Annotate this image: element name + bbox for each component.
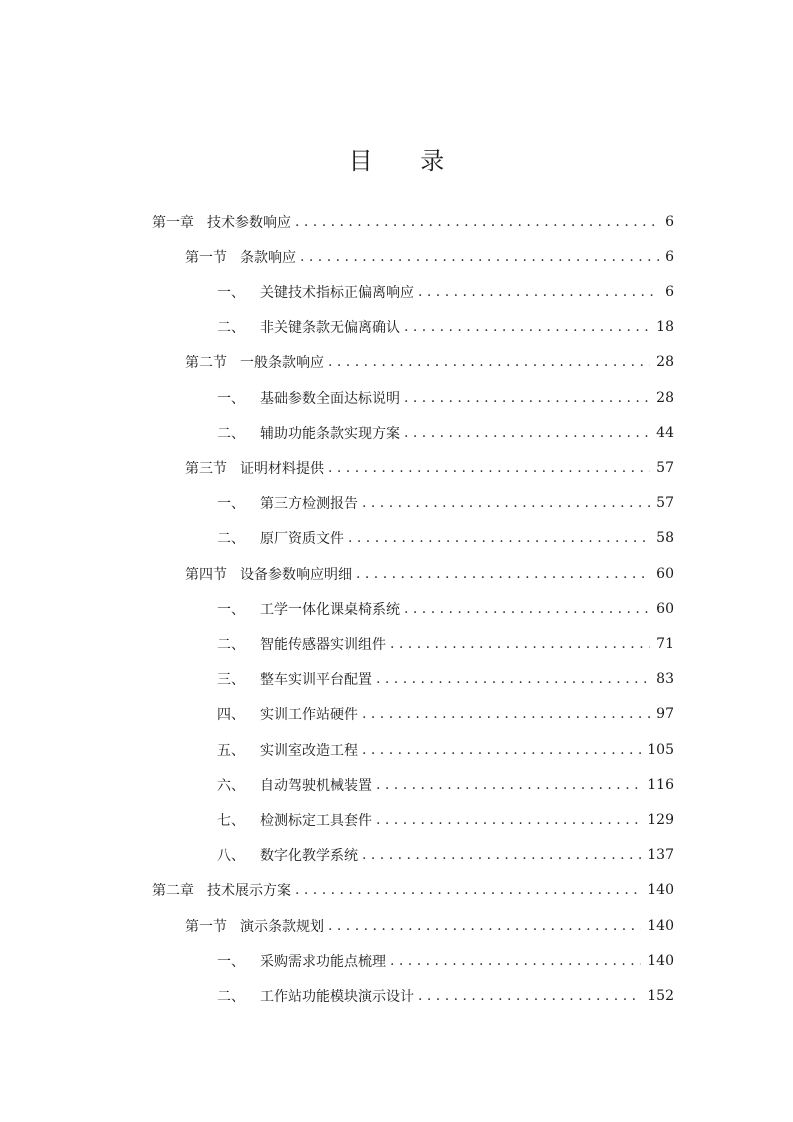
toc-leader-dots [376,671,650,687]
toc-entry[interactable] [152,204,674,239]
toc-entry-number: 第四节 [185,566,227,583]
toc-leader-dots [356,566,650,582]
toc-leader-dots [295,882,641,898]
toc-leader-dots [418,988,641,1004]
toc-entry-page: 58 [656,530,674,547]
toc-entry-page: 105 [647,741,674,758]
toc-entry-title: 整车实训平台配置 [260,672,372,689]
toc-entry-title: 智能传感器实训组件 [260,636,386,653]
toc-leader-dots [390,953,641,969]
toc-leader-dots [328,354,650,370]
toc-entry-title: 演示条款规划 [240,918,324,935]
toc-entry[interactable] [217,978,674,1013]
toc-entry-number: 七、 [217,812,245,829]
page-title: 目 录 [348,147,465,175]
toc-entry-title: 自动驾驶机械装置 [260,777,372,794]
toc-entry-title: 检测标定工具套件 [260,812,372,829]
toc-leader-dots [362,495,650,511]
toc-entry-title: 原厂资质文件 [260,531,344,548]
toc-entry-page: 57 [656,459,674,476]
toc-leader-dots [418,284,659,300]
toc-entry-number: 第二章 [152,883,194,900]
toc-leader-dots [390,636,650,652]
toc-entry-title: 条款响应 [240,249,296,266]
toc-entry-number: 六、 [217,777,245,794]
toc-leader-dots [376,812,641,828]
toc-leader-dots [404,390,650,406]
toc-entry-number: 一、 [217,284,245,301]
toc-entry-title: 采购需求功能点梳理 [260,953,386,970]
toc-leader-dots [362,706,650,722]
toc-entry-number: 五、 [217,742,245,759]
toc-entry-page: 44 [656,424,674,441]
toc-entry[interactable] [185,345,674,380]
toc-entry-page: 28 [656,389,674,406]
toc-entry-title: 技术参数响应 [207,214,291,231]
toc-entry[interactable] [217,274,674,309]
toc-entry-title: 一般条款响应 [240,355,324,372]
toc-leader-dots [295,214,659,230]
toc-entry[interactable] [217,732,674,767]
toc-entry-number: 第一节 [185,249,227,266]
toc-leader-dots [376,777,641,793]
toc-entry[interactable] [217,626,674,661]
toc-entry-number: 二、 [217,320,245,337]
toc-leader-dots [404,601,650,617]
toc-entry[interactable] [217,310,674,345]
toc-entry-title: 设备参数响应明细 [240,566,352,583]
toc-entry[interactable] [217,767,674,802]
toc-entry-title: 非关键条款无偏离确认 [260,320,400,337]
toc-entry-page: 60 [656,600,674,617]
toc-entry[interactable] [217,415,674,450]
toc-entry-number: 二、 [217,531,245,548]
toc-entry[interactable] [185,908,674,943]
toc-entry-number: 二、 [217,988,245,1005]
toc-entry[interactable] [217,380,674,415]
toc-entry-page: 140 [647,882,674,899]
toc-entry-page: 97 [656,706,674,723]
toc-entry-title: 技术展示方案 [207,883,291,900]
toc-entry-number: 二、 [217,425,245,442]
toc-entry-title: 关键技术指标正偏离响应 [260,284,414,301]
toc-entry-page: 6 [665,283,674,300]
toc-leader-dots [348,530,650,546]
toc-entry-number: 一、 [217,601,245,618]
toc-leader-dots [362,847,641,863]
toc-entry-page: 18 [656,319,674,336]
toc-entry-number: 一、 [217,390,245,407]
toc-entry-number: 二、 [217,636,245,653]
toc-entry-number: 第三节 [185,460,227,477]
toc-entry-page: 6 [665,248,674,265]
toc-entry-number: 一、 [217,496,245,513]
toc-entry[interactable] [217,838,674,873]
toc-entry-title: 实训工作站硬件 [260,707,358,724]
toc-entry-page: 28 [656,354,674,371]
toc-entry-page: 116 [647,776,674,793]
toc-entry-title: 工学一体化课桌椅系统 [260,601,400,618]
toc-entry-title: 证明材料提供 [240,460,324,477]
toc-entry-title: 工作站功能模块演示设计 [260,988,414,1005]
toc-entry-number: 三、 [217,672,245,689]
toc-entry[interactable] [152,873,674,908]
toc-entry-title: 第三方检测报告 [260,496,358,513]
toc-entry-page: 140 [647,917,674,934]
toc-leader-dots [362,742,641,758]
toc-entry-number: 八、 [217,848,245,865]
toc-entry[interactable] [217,697,674,732]
toc-entry-number: 第一节 [185,918,227,935]
toc-entry-page: 6 [665,213,674,230]
toc-entry-page: 140 [647,952,674,969]
toc-entry[interactable] [217,591,674,626]
toc-entry-number: 第一章 [152,214,194,231]
toc-leader-dots [300,249,659,265]
toc-entry-page: 137 [647,847,674,864]
toc-entry-number: 四、 [217,707,245,724]
toc-entry-page: 57 [656,495,674,512]
toc-entry[interactable] [185,239,674,274]
toc-entry[interactable] [217,521,674,556]
toc-entry-title: 数字化教学系统 [260,848,358,865]
toc-entry-number: 第二节 [185,355,227,372]
toc-entry[interactable] [185,450,674,485]
toc-leader-dots [404,319,650,335]
toc-leader-dots [328,460,650,476]
toc-entry-title: 实训室改造工程 [260,742,358,759]
toc-entry[interactable] [185,556,674,591]
toc-entry-page: 60 [656,565,674,582]
toc-entry-title: 辅助功能条款实现方案 [260,425,400,442]
toc-leader-dots [328,918,641,934]
toc-entry[interactable] [217,802,674,837]
toc-entry-page: 83 [656,671,674,688]
toc-entry-page: 71 [656,635,674,652]
toc-leader-dots [404,425,650,441]
toc-entry-page: 129 [647,811,674,828]
toc-entry-title: 基础参数全面达标说明 [260,390,400,407]
toc-entry[interactable] [217,943,674,978]
toc-entry-number: 一、 [217,953,245,970]
toc-entry-page: 152 [647,987,674,1004]
toc-entry[interactable] [217,662,674,697]
toc-entry[interactable] [217,486,674,521]
